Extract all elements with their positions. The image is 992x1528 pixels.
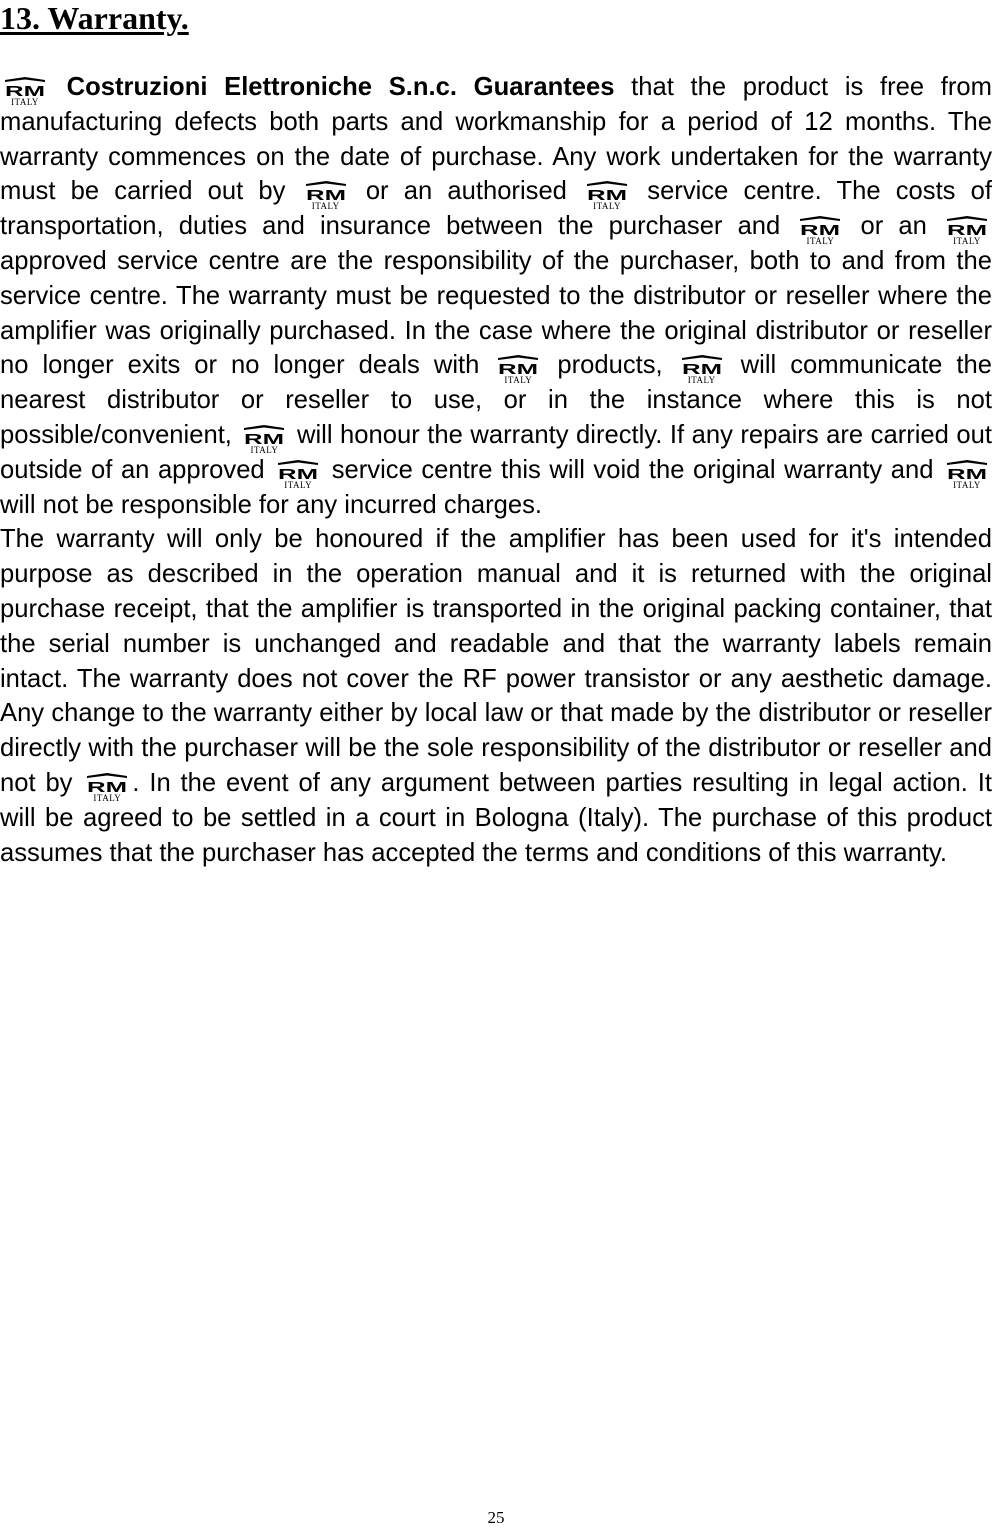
- svg-text:RM: RM: [947, 222, 987, 239]
- svg-text:RM: RM: [87, 778, 128, 795]
- rm-italy-logo-icon: RM ITALY: [679, 355, 725, 379]
- rm-italy-logo-icon: RM ITALY: [241, 425, 287, 449]
- rm-italy-logo-icon: RM ITALY: [797, 216, 843, 240]
- svg-text:RM: RM: [587, 187, 628, 204]
- rm-italy-logo-icon: RM ITALY: [303, 181, 349, 205]
- svg-text:RM: RM: [947, 465, 987, 482]
- warranty-paragraph-2: The warranty will only be honoured if the amplifier has been used for it's intended purpose as described in the operation manual and it is returned with the original purchase receipt, that the amplifier is transported in the original packing container, that the serial number is unchanged and readable and that the warranty labels remain intact. The warranty does not cover the RF power transistor or any aesthetic damage. Any change to the warranty either by local law or that made by the distributor or reseller directly with the purchaser will be the sole responsibility of the distributor or reseller and not by RM ITALY . In the event of any argument between parties resulting in legal action. It will be agreed to be settled in a court in Bologna (Italy). The purchase of this product assumes that the purchaser has accepted the terms and conditions of this warranty.: [0, 525, 992, 867]
- svg-text:RM: RM: [498, 361, 539, 378]
- rm-italy-logo-icon: RM ITALY: [944, 216, 990, 240]
- rm-italy-logo-icon: RM ITALY: [495, 355, 541, 379]
- svg-text:RM: RM: [681, 361, 722, 378]
- svg-text:RM: RM: [5, 83, 45, 99]
- svg-text:RM: RM: [278, 465, 319, 482]
- rm-italy-logo-icon: RM ITALY: [2, 77, 48, 101]
- svg-text:RM: RM: [244, 430, 285, 447]
- rm-italy-logo-icon: RM ITALY: [84, 773, 130, 797]
- rm-italy-logo-icon: RM ITALY: [584, 181, 630, 205]
- rm-italy-logo-icon: RM ITALY: [944, 460, 990, 484]
- svg-text:RM: RM: [800, 222, 841, 239]
- svg-text:RM: RM: [305, 187, 346, 204]
- rm-italy-logo-icon: RM ITALY: [275, 460, 321, 484]
- warranty-body: [0, 70, 992, 870]
- company-name: Costruzioni Elettroniche S.n.c. Guarantees: [50, 73, 615, 101]
- section-title: 13. Warranty.: [0, 0, 189, 36]
- page-number: 25: [487, 1508, 505, 1527]
- warranty-paragraph-1: RM ITALY Costruzioni Elettroniche S.n.c. Guarantees that the product is free from manufacturing defects both parts and workmanship for a period of 12 months. The warranty commences on the date of purchase. Any work undertaken for the warranty must be carried out by RM ITALY or an authorised RM ITALY service centre. The costs of transportation, duties and insurance between the purchaser and RM ITALY or an RM ITALY approved service centre are the responsibility of the purchaser, both to and from the service centre. The warranty must be requested to the distributor or reseller where the amplifier was originally purchased. In the case where the original distributor or reseller no longer exits or no longer deals with RM ITALY products, RM ITALY will communicate the nearest distributor or reseller to use, or in the instance where this is not possible/convenient, RM ITALY will honour the warranty directly. If any repairs are carried out outside of an approved RM ITALY service centre this will void the original warranty and RM ITALY will not be responsible for any incurred charges.: [0, 73, 992, 519]
